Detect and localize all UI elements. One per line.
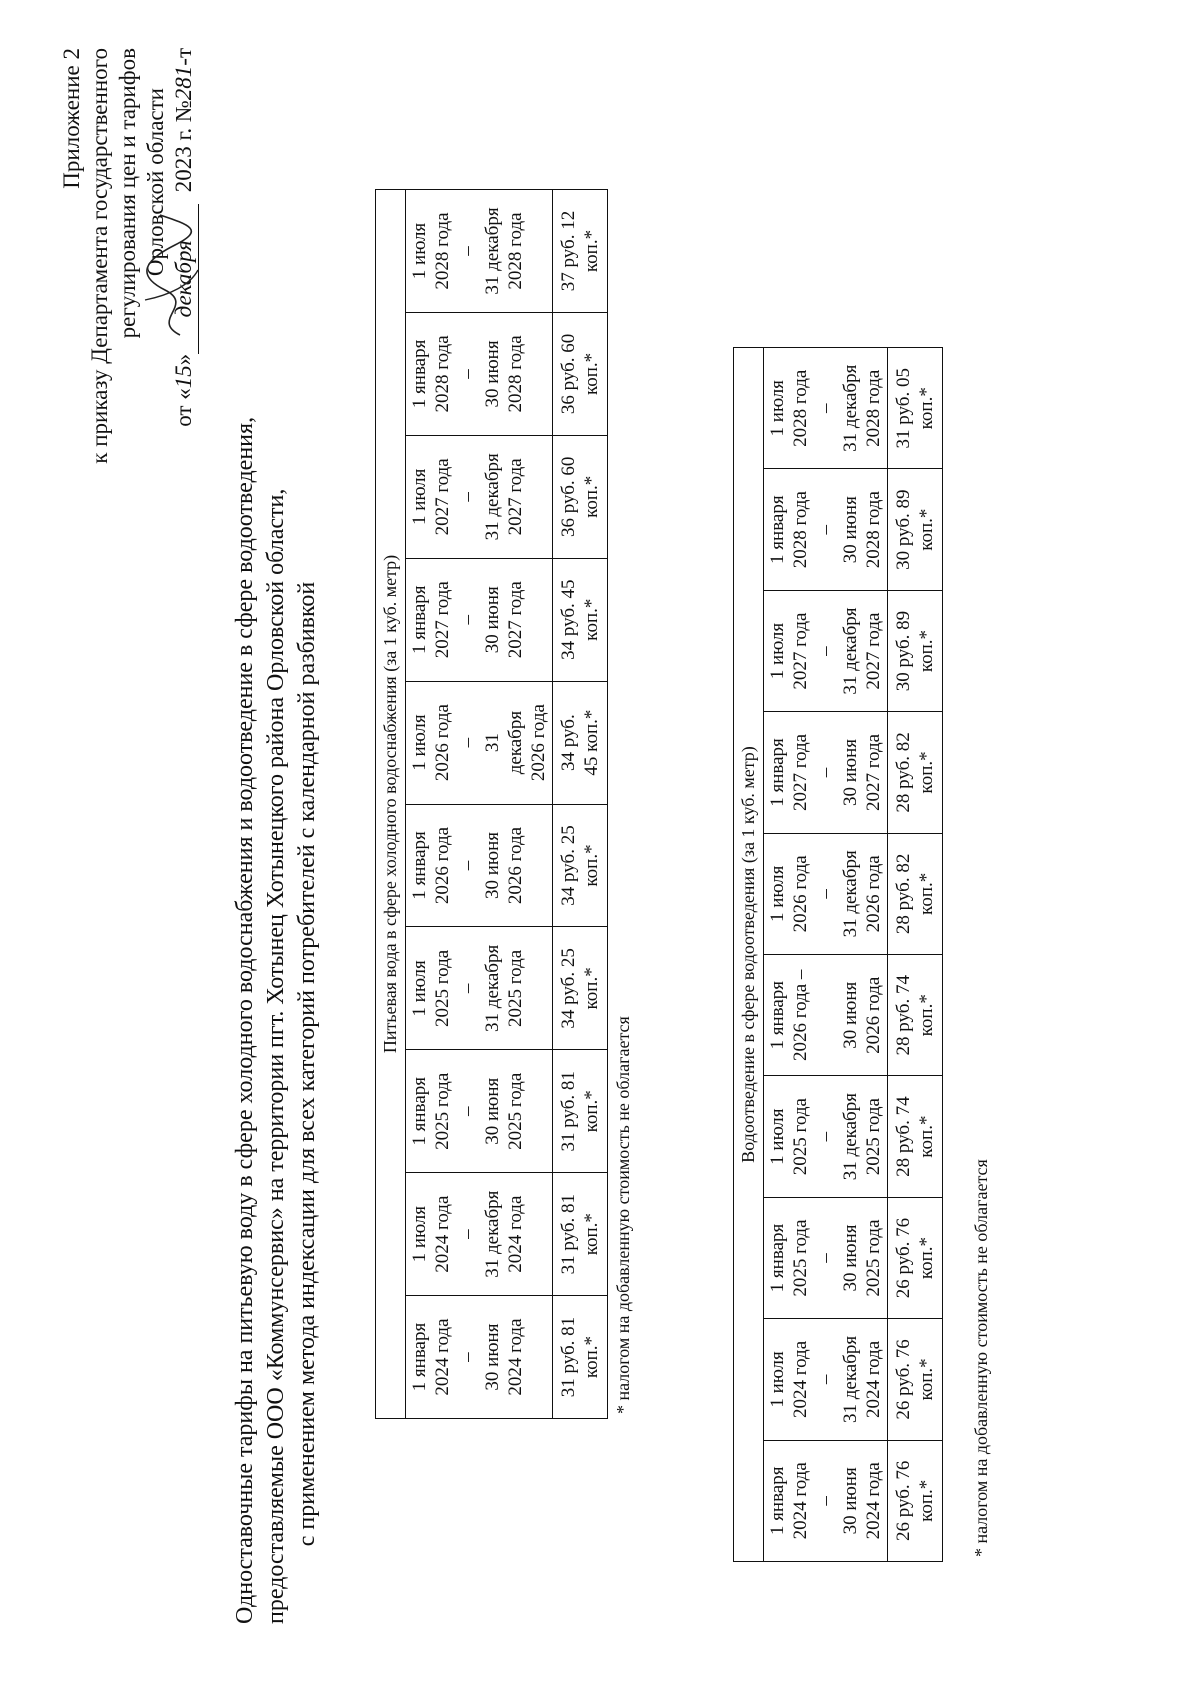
tariff-value-text: коп.* <box>916 751 937 794</box>
period-start-text: 2024 года <box>432 1318 453 1396</box>
period-dash: – <box>457 492 478 502</box>
tariff-value-cell <box>553 190 608 313</box>
period-cell <box>764 1076 888 1197</box>
period-start-text: 1 января <box>767 495 788 564</box>
tariff-value-text: 31 руб. 81 <box>558 1071 579 1152</box>
tariff-value-text: коп.* <box>916 508 937 551</box>
tariff-value-cell <box>888 712 943 833</box>
period-dash: – <box>815 524 836 535</box>
document-title <box>230 416 323 1624</box>
period-cell <box>406 1296 553 1419</box>
handwritten-day <box>170 365 198 388</box>
tariff-value-cell <box>888 348 943 469</box>
tariff-value-text: 34 руб. <box>558 714 579 771</box>
tariff-value-text: 30 руб. 89 <box>893 489 914 570</box>
table-caption: Питьевая вода в сфере холодного водоснабжения (за 1 куб. метр) <box>376 190 406 1419</box>
period-start-text: 2027 года <box>432 581 453 659</box>
order-date-line <box>170 48 199 464</box>
period-end-text: 30 июня <box>482 340 503 408</box>
tariff-value-text: 31 руб. 05 <box>893 368 914 449</box>
period-start-text: 1 июля <box>767 622 788 680</box>
period-cell <box>764 1440 888 1561</box>
period-start-text: 2025 года <box>432 949 453 1027</box>
tariff-value-cell <box>553 1173 608 1296</box>
tariff-value-text: 34 руб. 25 <box>558 825 579 906</box>
period-start-text: 1 июля <box>409 222 430 280</box>
period-start-text: 2027 года <box>432 458 453 536</box>
tariff-value-text: коп.* <box>581 967 602 1010</box>
period-end-text: 31 декабря <box>840 1335 861 1423</box>
period-end-text: 31 декабря <box>840 364 861 452</box>
tariff-value-text: коп.* <box>581 844 602 887</box>
period-end-text: 2025 года <box>505 949 526 1027</box>
tariff-value-cell <box>888 1440 943 1561</box>
period-end-text: 30 июня <box>482 1323 503 1391</box>
period-cell <box>406 190 553 313</box>
appendix-line-3: регулирования цен и тарифов <box>115 48 140 339</box>
wastewater-tariff-table <box>733 347 943 1562</box>
period-start-text: 2028 года <box>432 335 453 413</box>
period-end-text: 2027 года <box>505 458 526 536</box>
period-dash: – <box>457 1106 478 1117</box>
period-cell <box>406 1173 553 1296</box>
period-cell <box>764 712 888 833</box>
period-end-text: 31 декабря <box>482 207 503 295</box>
period-end-text: 31 декабря <box>840 607 861 695</box>
period-start-text: 2027 года <box>790 733 811 812</box>
tariff-value-text: 26 руб. 76 <box>893 1217 914 1299</box>
period-end-text: 31 <box>482 733 503 753</box>
tariff-value-cell <box>553 435 608 558</box>
period-end-text: 2028 года <box>505 212 526 290</box>
period-end-text: 31 декабря <box>482 1190 503 1278</box>
tariff-value-cell <box>553 804 608 927</box>
tariff-value-text: коп.* <box>581 1335 602 1379</box>
date-year: 2023 г. № <box>171 100 196 193</box>
tariff-value-text: коп.* <box>916 1479 937 1522</box>
tariff-value-text: коп.* <box>916 629 937 673</box>
period-end-text: 2026 года <box>863 855 884 933</box>
period-end-text: 2024 года <box>505 1195 526 1273</box>
period-start-text: 2024 года <box>432 1195 453 1273</box>
period-start-text: 1 июля <box>767 1351 788 1408</box>
period-cell <box>764 1197 888 1318</box>
period-cell <box>406 804 553 927</box>
tariff-value-text: коп.* <box>581 598 602 641</box>
tariff-value-cell <box>888 469 943 590</box>
period-end-text: 30 июня <box>840 981 861 1049</box>
period-start-text: 1 января <box>409 339 430 409</box>
period-cell <box>764 348 888 469</box>
tariff-value-text: 45 коп.* <box>581 709 602 776</box>
vat-note: * налогом на добавленную стоимость не облагается <box>613 1016 633 1414</box>
period-dash: – <box>815 767 836 778</box>
period-dash: – <box>815 403 836 413</box>
period-end-text: 2024 года <box>505 1318 526 1396</box>
tariff-value-text: коп.* <box>581 475 602 518</box>
tariff-value-text: 28 руб. 74 <box>893 975 914 1056</box>
value-row <box>888 348 943 1562</box>
tariff-value-cell <box>888 1319 943 1440</box>
tariff-value-text: коп.* <box>581 1090 602 1133</box>
period-start-text: 2024 года <box>790 1462 811 1540</box>
period-start-text: 1 января <box>767 738 788 807</box>
tariff-value-text: коп.* <box>581 352 602 396</box>
period-end-text: 31 декабря <box>482 453 503 541</box>
period-start-text: 2026 года <box>790 855 811 933</box>
period-end-text: декабря <box>505 710 526 775</box>
period-start-text: 1 января <box>767 1466 788 1536</box>
tariff-value-text: 36 руб. 60 <box>558 333 579 415</box>
title-line-3: с применением метода индексации для всех категорий потребителей с календарной разбивкой <box>294 581 320 1547</box>
period-start-text: 1 января <box>767 1223 788 1293</box>
date-day: 15 <box>171 365 196 389</box>
period-cell <box>764 590 888 711</box>
period-end-text: 30 июня <box>482 831 503 900</box>
period-start-text: 2025 года <box>790 1098 811 1176</box>
period-end-text: 2025 года <box>505 1072 526 1150</box>
period-dash: – <box>457 1229 478 1239</box>
period-row <box>764 348 888 1562</box>
tariff-value-text: 37 руб. 12 <box>558 210 579 292</box>
appendix-line-2: к приказу Департамента государственного <box>87 48 112 464</box>
period-end-text: 30 июня <box>840 1224 861 1292</box>
period-start-text: 2028 года <box>790 369 811 447</box>
tariff-value-text: 28 руб. 82 <box>893 853 914 935</box>
date-prefix: от « <box>171 388 196 427</box>
water-supply-tariff-table <box>375 189 608 1419</box>
period-dash: – <box>815 1131 836 1142</box>
period-dash: – <box>815 1496 836 1506</box>
period-dash: – <box>815 1253 836 1263</box>
period-cell <box>764 833 888 954</box>
period-dash: – <box>457 983 478 994</box>
period-end-text: 30 июня <box>482 1077 503 1145</box>
period-row <box>406 190 553 1419</box>
period-dash: – <box>457 246 478 256</box>
signature-scribble-icon <box>140 210 200 340</box>
period-start-text: 1 января <box>409 1077 430 1146</box>
period-end-text: 2026 года <box>505 826 526 905</box>
tariff-value-cell <box>553 558 608 681</box>
period-start-text: 1 июля <box>409 1205 430 1263</box>
tariff-value-text: 36 руб. 60 <box>558 456 579 538</box>
period-cell <box>764 469 888 590</box>
period-end-text: 2027 года <box>505 581 526 659</box>
period-end-text: 2028 года <box>863 491 884 569</box>
order-number: 281 <box>171 65 196 101</box>
order-suffix: -т <box>171 48 196 66</box>
tariff-value-cell <box>888 1197 943 1318</box>
period-start-text: 1 июля <box>767 865 788 923</box>
tariff-value-text: 34 руб. 25 <box>558 948 579 1029</box>
period-start-text: 2025 года <box>432 1072 453 1150</box>
period-end-text: 2028 года <box>863 369 884 447</box>
tariff-value-cell <box>553 681 608 804</box>
period-start-text: 2024 года <box>790 1340 811 1418</box>
period-start-text: 1 июля <box>409 714 430 771</box>
period-start-text: 1 января <box>409 831 430 900</box>
tariff-value-text: коп.* <box>916 1358 937 1401</box>
tariff-value-text: коп.* <box>916 872 937 915</box>
tariff-value-cell <box>553 927 608 1050</box>
period-end-text: 2026 года <box>863 976 884 1054</box>
date-month: декабря <box>170 204 199 354</box>
tariff-value-text: 30 руб. 89 <box>893 610 914 692</box>
tariff-value-text: коп.* <box>916 1236 937 1280</box>
period-end-text: 2024 года <box>863 1462 884 1540</box>
period-start-text: 2026 года – <box>790 969 811 1061</box>
period-cell <box>406 558 553 681</box>
period-start-text: 2026 года <box>432 826 453 905</box>
tariff-value-text: 31 руб. 81 <box>558 1316 579 1398</box>
period-start-text: 1 июля <box>767 380 788 437</box>
period-start-text: 1 января <box>767 980 788 1050</box>
period-end-text: 30 июня <box>840 496 861 564</box>
tariff-value-text: коп.* <box>916 1115 937 1158</box>
tariff-value-text: 31 руб. 81 <box>558 1193 579 1275</box>
period-cell <box>406 927 553 1050</box>
tariff-value-cell <box>888 955 943 1076</box>
period-start-text: 1 января <box>409 585 430 654</box>
period-cell <box>764 1319 888 1440</box>
vat-note: * налогом на добавленную стоимость не облагается <box>971 1159 991 1557</box>
period-dash: – <box>815 646 836 656</box>
period-end-text: 30 июня <box>840 1467 861 1535</box>
tariff-value-cell <box>553 1296 608 1419</box>
period-start-text: 1 января <box>409 1322 430 1392</box>
period-end-text: 2025 года <box>863 1219 884 1297</box>
period-start-text: 2028 года <box>790 491 811 569</box>
date-mid: » <box>171 353 196 366</box>
period-end-text: 2025 года <box>863 1098 884 1176</box>
period-cell <box>406 435 553 558</box>
period-start-text: 2025 года <box>790 1219 811 1297</box>
period-end-text: 30 июня <box>482 586 503 654</box>
tariff-value-text: 28 руб. 82 <box>893 732 914 813</box>
period-start-text: 2028 года <box>432 212 453 290</box>
tariff-value-cell <box>553 1050 608 1173</box>
period-start-text: 2026 года <box>432 704 453 782</box>
period-end-text: 2026 года <box>528 704 549 782</box>
tariff-value-text: коп.* <box>581 229 602 273</box>
period-cell <box>406 681 553 804</box>
title-line-2: предоставляемые ООО «Коммунсервис» на территории пгт. Хотынец Хотынецкого района Орловской области, <box>263 488 289 1624</box>
table-caption: Водоотведение в сфере водоотведения (за 1 куб. метр) <box>734 348 764 1562</box>
period-start-text: 2027 года <box>790 612 811 690</box>
period-end-text: 2027 года <box>863 612 884 690</box>
tariff-value-text: 28 руб. 74 <box>893 1096 914 1177</box>
tariff-value-text: коп.* <box>581 1213 602 1256</box>
title-line-1: Одноставочные тарифы на питьевую воду в сфере холодного водоснабжения и водоотведение в сфере водоотведения, <box>232 416 258 1624</box>
tariff-value-text: коп.* <box>916 994 937 1037</box>
period-start-text: 1 июля <box>767 1108 788 1165</box>
period-dash: – <box>457 737 478 748</box>
period-dash: – <box>457 1352 478 1362</box>
appendix-number: Приложение 2 <box>59 48 84 189</box>
period-end-text: 2027 года <box>863 733 884 812</box>
period-end-text: 2028 года <box>505 335 526 413</box>
period-dash: – <box>815 889 836 899</box>
handwritten-month <box>170 204 199 354</box>
period-start-text: 1 июля <box>409 468 430 526</box>
period-start-text: 1 июля <box>409 960 430 1017</box>
period-end-text: 31 декабря <box>840 850 861 938</box>
tariff-value-text: коп.* <box>916 387 937 430</box>
period-dash: – <box>457 614 478 625</box>
period-end-text: 31 декабря <box>482 944 503 1032</box>
period-dash: – <box>815 1374 836 1385</box>
period-cell <box>764 955 888 1076</box>
tariff-value-text: 34 руб. 45 <box>558 579 579 660</box>
period-cell <box>406 312 553 435</box>
value-row <box>553 190 608 1419</box>
period-end-text: 31 декабря <box>840 1093 861 1181</box>
period-cell <box>406 1050 553 1173</box>
appendix-block <box>58 48 199 464</box>
period-dash: – <box>457 860 478 871</box>
period-end-text: 2024 года <box>863 1340 884 1418</box>
tariff-value-cell <box>888 590 943 711</box>
period-dash: – <box>457 369 478 379</box>
period-end-text: 30 июня <box>840 738 861 806</box>
tariff-value-cell <box>888 833 943 954</box>
tariff-value-text: 26 руб. 76 <box>893 1460 914 1542</box>
appendix-line-4: Орловской области <box>143 88 168 277</box>
tariff-value-text: 26 руб. 76 <box>893 1339 914 1420</box>
tariff-value-cell <box>553 312 608 435</box>
tariff-value-cell <box>888 1076 943 1197</box>
